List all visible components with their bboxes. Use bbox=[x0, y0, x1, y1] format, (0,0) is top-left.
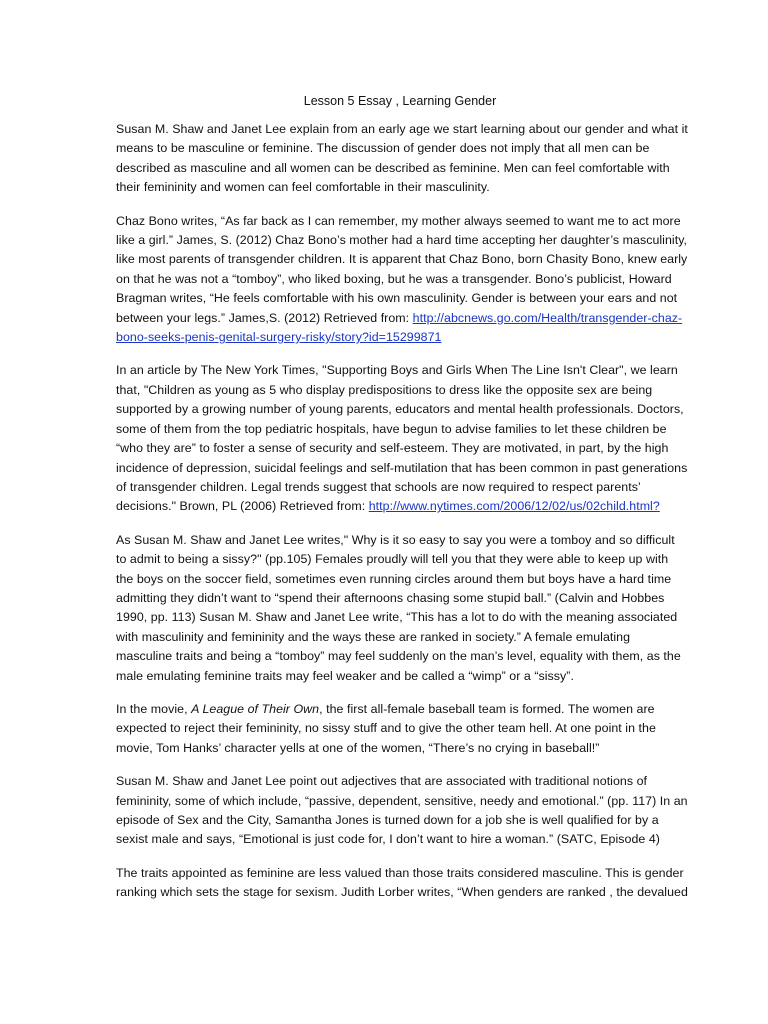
abcnews-link[interactable]: http://abcnews.go.com/Health/transgender-chaz-bono-seeks-penis-genital-surgery-risky/story?id=15299871 bbox=[116, 310, 683, 345]
paragraph-1-text: Susan M. Shaw and Janet Lee explain from an early age we start learning about our gender and what it means to be masculine or feminine. The discussion of gender does not imply that all men can be described as masculine and all women can be described as feminine. Men can feel comfortable with their femininity and women can feel comfortable in their masculinity. bbox=[116, 122, 688, 195]
paragraph-3-text: In an article by The New York Times, "Supporting Boys and Girls When The Line Isn't Clear", we learn that, "Children as young as 5 who display predispositions to dress like the opposite sex are being supported by a growing number of young parents, educators and mental health professionals. Doctors, some of them from the top pediatric hospitals, have begun to advise families to let these children be “who they are” to foster a sense of security and self-esteem. They are motivated, in part, by the high incidence of depression, suicidal feelings and self-mutilation that has been common in past generations of transgender children. Legal trends suggest that schools are now required to respect parents’ decisions." Brown, PL (2006) Retrieved from: bbox=[116, 363, 688, 514]
paragraph-5-text-after: , the first all-female baseball team is formed. The women are expected to reject their femininity, no sissy stuff and to give the other team hell. At one point in the movie, Tom Hanks’ character yells at one of the women, “There’s no crying in baseball!” bbox=[116, 701, 656, 755]
paragraph-5 bbox=[116, 700, 688, 758]
paragraph-5-text-before: In the movie, bbox=[116, 701, 192, 716]
paragraph-3 bbox=[116, 361, 688, 516]
paragraph-2 bbox=[116, 212, 688, 348]
paragraph-4 bbox=[116, 531, 688, 686]
paragraph-4-text: As Susan M. Shaw and Janet Lee writes," Why is it so easy to say you were a tomboy and so difficult to admit to being a sissy?" (pp.105) Females proudly will tell you that they were able to keep up with the boys on the soccer field, sometimes even running circles around them but boys have a hard time admitting they didn’t want to “spend their afternoons chasing some stupid ball.” (Calvin and Hobbes 1990, pp. 113) Susan M. Shaw and Janet Lee write, “This has a lot to do with the meaning associated with masculinity and femininity and the ways these are ranked in society.” A female emulating masculine traits and being a “tomboy” may feel suddenly on the man’s level, equality with them, as the male emulating feminine traits may feel weaker and be called a “wimp” or a “sissy”. bbox=[116, 532, 681, 683]
paragraph-7 bbox=[116, 864, 688, 903]
movie-title: A League of Their Own bbox=[191, 701, 320, 716]
paragraph-6 bbox=[116, 772, 688, 850]
paragraph-1 bbox=[116, 120, 688, 198]
nytimes-link[interactable]: http://www.nytimes.com/2006/12/02/us/02child.html? bbox=[368, 499, 660, 514]
paragraph-7-text: The traits appointed as feminine are less valued than those traits considered masculine. This is gender ranking which sets the stage for sexism. Judith Lorber writes, “When genders are ranked , the devalued bbox=[116, 865, 688, 900]
paragraph-6-text: Susan M. Shaw and Janet Lee point out adjectives that are associated with traditional notions of femininity, some of which include, “passive, dependent, sensitive, needy and emotional.” (pp. 117) In an episode of Sex and the City, Samantha Jones is turned down for a job she is well qualified for by a sexist male and says, “Emotional is just code for, I don’t want to hire a woman.” (SATC, Episode 4) bbox=[116, 774, 688, 847]
paragraph-2-text: Chaz Bono writes, “As far back as I can remember, my mother always seemed to want me to act more like a girl.” James, S. (2012) Chaz Bono’s mother had a hard time accepting her daughter’s masculinity, like most parents of transgender children. It is apparent that Chaz Bono, born Chasity Bono, knew early on that he was not a “tomboy”, who liked boxing, but he was a transgender. Bono’s publicist, Howard Bragman writes, “He feels comfortable with his own masculinity. Gender is between your ears and not between your legs.” James,S. (2012) Retrieved from: bbox=[116, 213, 688, 325]
document-title: Lesson 5 Essay , Learning Gender bbox=[303, 94, 497, 108]
